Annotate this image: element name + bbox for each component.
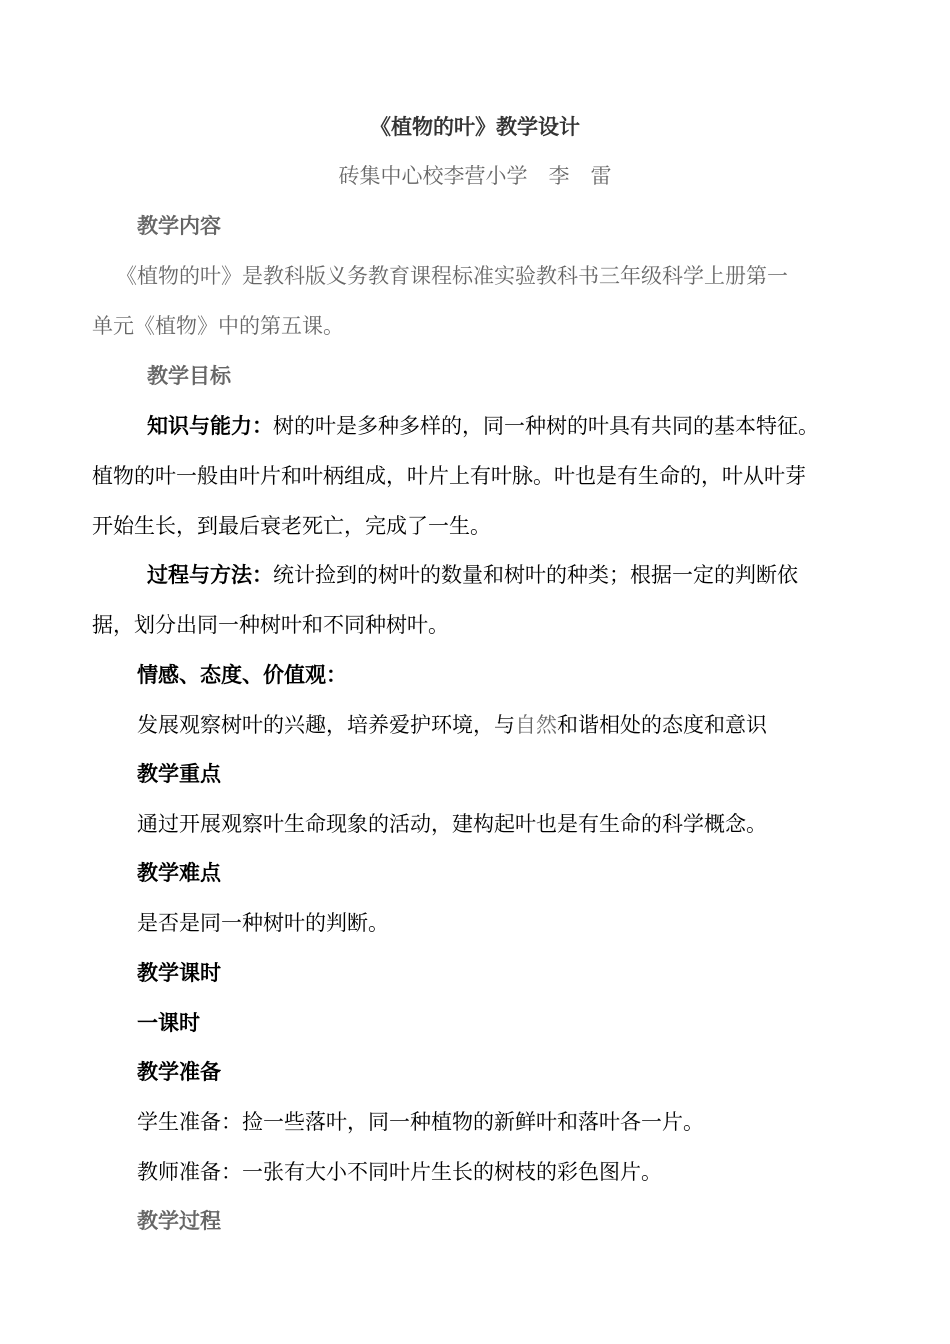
content-text-line1: 《植物的叶》是教科版义务教育课程标准实验教科书三年级科学上册第一 — [116, 264, 788, 288]
document-title: 《植物的叶》教学设计 — [370, 114, 580, 139]
process-text-line1: 统计捡到的树叶的数量和树叶的种类；根据一定的判断依 — [273, 563, 798, 587]
heading-teaching-goals: 教学目标 — [147, 363, 231, 388]
heading-preparation: 教学准备 — [137, 1059, 221, 1084]
class-hours-text: 一课时 — [137, 1010, 200, 1035]
knowledge-paragraph-line1 — [147, 413, 819, 439]
knowledge-label: 知识与能力： — [147, 413, 273, 438]
knowledge-text-line3: 开始生长，到最后衰老死亡，完成了一生。 — [92, 514, 491, 538]
key-points-text: 通过开展观察叶生命现象的活动，建构起叶也是有生命的科学概念。 — [137, 812, 767, 836]
heading-teaching-process: 教学过程 — [137, 1208, 221, 1233]
heading-difficulty: 教学难点 — [137, 860, 221, 885]
emotion-text-part3: 和谐相处的态度和意识 — [557, 713, 767, 737]
process-label: 过程与方法： — [147, 562, 273, 587]
process-paragraph-line1 — [147, 562, 798, 588]
emotion-text-nature: 自然 — [515, 713, 557, 737]
heading-class-hours: 教学课时 — [137, 960, 221, 985]
knowledge-text-line1: 树的叶是多种多样的，同一种树的叶具有共同的基本特征。 — [273, 414, 819, 438]
emotion-text — [137, 712, 767, 738]
process-text-line2: 据，划分出同一种树叶和不同种树叶。 — [92, 613, 449, 637]
emotion-label: 情感、态度、价值观： — [137, 662, 347, 687]
heading-teaching-content: 教学内容 — [137, 213, 221, 238]
emotion-text-part1: 发展观察树叶的兴趣，培养爱护环境，与 — [137, 713, 515, 737]
content-text-line2: 单元《植物》中的第五课。 — [92, 314, 344, 338]
author-line: 砖集中心校李营小学 李 雷 — [338, 164, 612, 188]
heading-key-points: 教学重点 — [137, 761, 221, 786]
difficulty-text: 是否是同一种树叶的判断。 — [137, 911, 389, 935]
student-preparation: 学生准备：捡一些落叶，同一种植物的新鲜叶和落叶各一片。 — [137, 1110, 704, 1134]
knowledge-text-line2: 植物的叶一般由叶片和叶柄组成，叶片上有叶脉。叶也是有生命的，叶从叶芽 — [92, 464, 806, 488]
teacher-preparation: 教师准备：一张有大小不同叶片生长的树枝的彩色图片。 — [137, 1160, 662, 1184]
